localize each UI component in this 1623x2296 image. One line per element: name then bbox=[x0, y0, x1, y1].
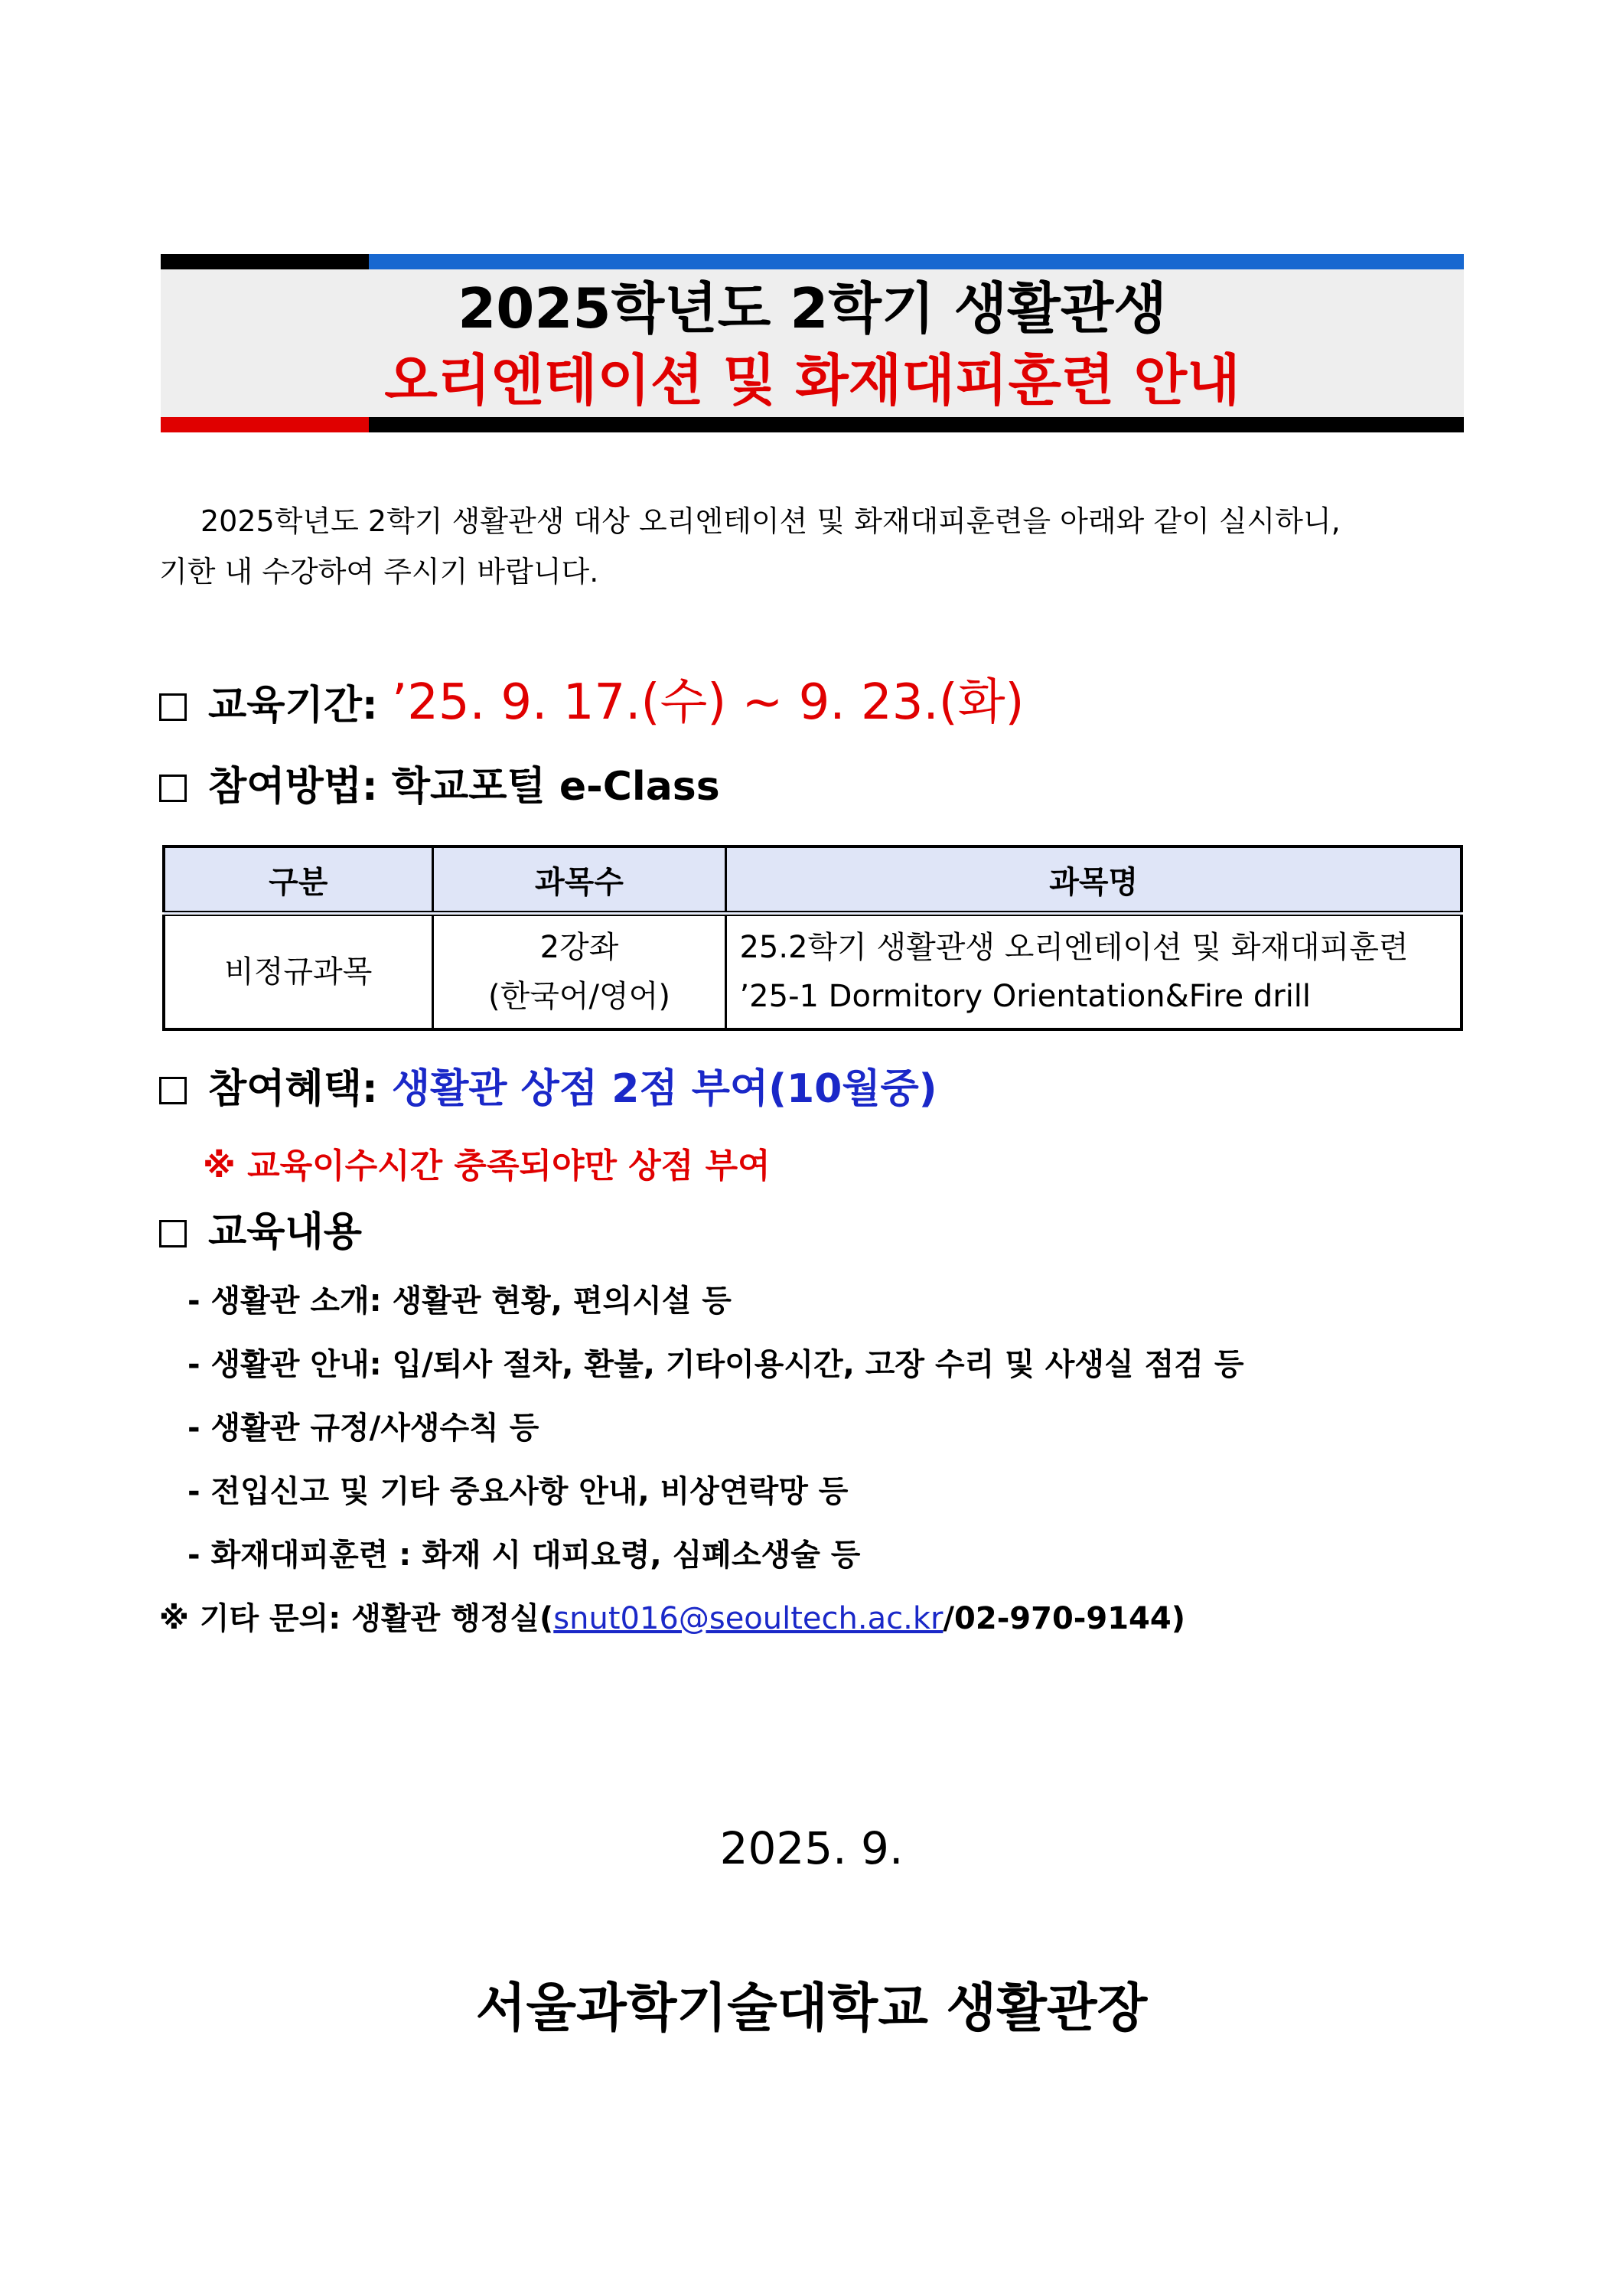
benefit-note: ※ 교육이수시간 충족되야만 상점 부여 bbox=[203, 1146, 771, 1186]
intro-paragraph bbox=[159, 496, 1468, 597]
content-item: - 생활관 안내: 입/퇴사 절차, 환불, 기타이용시간, 고장 수리 및 사생실 점검 등 bbox=[187, 1347, 1244, 1382]
table-header-name: 과목명 bbox=[726, 846, 1462, 914]
content-label: 교육내용 bbox=[208, 1209, 362, 1255]
contact-email-link[interactable]: snut016@seoultech.ac.kr bbox=[553, 1601, 943, 1636]
cell-count bbox=[432, 914, 726, 1030]
intro-line-1: 2025학년도 2학기 생활관생 대상 오리엔테이션 및 화재대피훈련을 아래와 같이 실시하니, bbox=[200, 504, 1341, 538]
checkbox-square-icon bbox=[159, 1077, 187, 1104]
cell-course-name bbox=[726, 914, 1462, 1030]
benefit-value: 생활관 상점 2점 부여(10월중) bbox=[391, 1066, 937, 1112]
table-header-category: 구분 bbox=[164, 846, 432, 914]
banner-bottom-black-bar bbox=[369, 417, 1464, 432]
intro-line-2: 기한 내 수강하여 주시기 바랍니다. bbox=[159, 555, 599, 589]
content-item: - 생활관 소개: 생활관 현황, 편의시설 등 bbox=[187, 1283, 732, 1319]
cell-name-line1: 25.2학기 생활관생 오리엔테이션 및 화재대피훈련 bbox=[739, 930, 1409, 965]
section-method bbox=[159, 760, 720, 814]
period-label: 교육기간: bbox=[208, 683, 378, 729]
banner-top-blue-bar bbox=[369, 254, 1464, 269]
banner-bottom-red-bar bbox=[161, 417, 369, 432]
page-subtitle: 오리엔테이션 및 화재대피훈련 안내 bbox=[384, 348, 1240, 413]
cell-count-line2: (한국어/영어) bbox=[488, 979, 670, 1014]
table-row bbox=[164, 914, 1462, 1030]
course-table bbox=[162, 845, 1463, 1031]
section-content bbox=[159, 1205, 362, 1259]
checkbox-square-icon bbox=[159, 1220, 187, 1247]
banner-top-black-bar bbox=[161, 254, 369, 269]
content-item: - 생활관 규정/사생수칙 등 bbox=[187, 1411, 539, 1446]
cell-count-line1: 2강좌 bbox=[539, 930, 619, 965]
checkbox-square-icon bbox=[159, 775, 187, 802]
content-item: - 화재대피훈련 : 화재 시 대피요령, 심폐소생술 등 bbox=[187, 1538, 861, 1573]
method-label: 참여방법: 학교포털 e-Class bbox=[208, 764, 720, 810]
contact-suffix: /02-970-9144) bbox=[943, 1601, 1186, 1636]
period-value: ’25. 9. 17.(수) ~ 9. 23.(화) bbox=[391, 674, 1025, 731]
page-title: 2025학년도 2학기 생활관생 bbox=[458, 276, 1167, 341]
checkbox-square-icon bbox=[159, 693, 187, 721]
section-period bbox=[159, 676, 1025, 732]
contact-prefix: ※ 기타 문의: 생활관 행정실( bbox=[159, 1601, 554, 1636]
table-header-row bbox=[164, 846, 1462, 914]
table-header-count: 과목수 bbox=[432, 846, 726, 914]
footer-signature: 서울과학기술대학교 생활관장 bbox=[475, 1978, 1148, 2039]
benefit-label: 참여혜택: bbox=[208, 1066, 378, 1112]
cell-name-line2: ’25-1 Dormitory Orientation&Fire drill bbox=[739, 979, 1312, 1014]
content-item: - 전입신고 및 기타 중요사항 안내, 비상연락망 등 bbox=[187, 1474, 849, 1509]
section-benefit bbox=[159, 1062, 937, 1116]
contact-line bbox=[159, 1596, 1185, 1642]
footer-date: 2025. 9. bbox=[719, 1822, 904, 1874]
cell-category: 비정규과목 bbox=[164, 914, 432, 1030]
